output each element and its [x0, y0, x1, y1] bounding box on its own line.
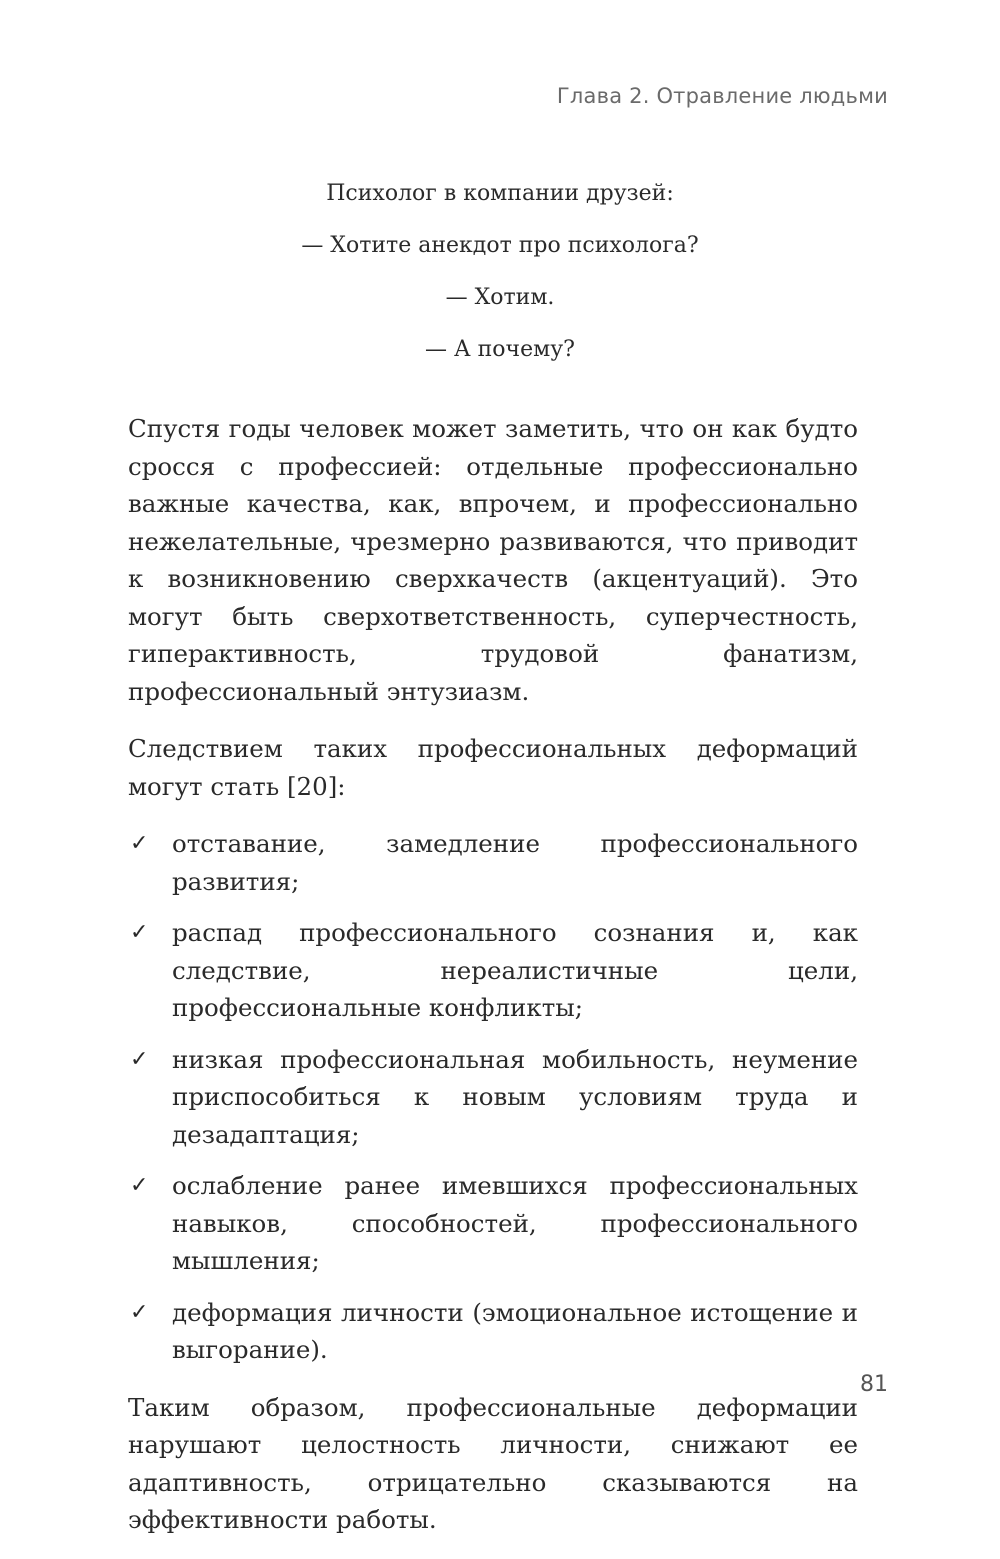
checkmark-icon: ✓ — [130, 831, 149, 856]
list-item-text: ослабление ранее имевшихся профессиональных навыков, способностей, профессионального мышления; — [172, 1171, 858, 1275]
checkmark-icon: ✓ — [130, 1173, 149, 1198]
running-header-chapter-title: Глава 2. Отравление людьми — [556, 84, 888, 108]
list-item — [128, 1167, 858, 1280]
list-item — [128, 825, 858, 900]
main-text — [128, 410, 858, 1559]
page-number: 81 — [860, 1372, 888, 1397]
joke-line: — Хотим. — [445, 285, 555, 310]
paragraph-consequences-intro: Следствием таких профессиональных деформаций могут стать [20]: — [128, 734, 858, 801]
list-item-text: отставание, замедление профессионального развития; — [172, 829, 858, 896]
checkmark-icon: ✓ — [130, 1299, 149, 1325]
consequences-checklist — [128, 825, 858, 1369]
list-item — [128, 1294, 858, 1369]
joke-line: — Хотите анекдот про психолога? — [301, 233, 699, 258]
epigraph-joke — [0, 168, 1000, 376]
joke-line: — А почему? — [425, 337, 575, 362]
joke-line: Психолог в компании друзей: — [326, 181, 674, 206]
checkmark-icon: ✓ — [130, 920, 149, 945]
checkmark-icon: ✓ — [130, 1046, 149, 1072]
paragraph-professional-fusion: Спустя годы человек может заметить, что он как будто сросся с профессией: отдельные профессионально важные качества, как, впрочем, и профессионально нежелательные, чрезмерно развиваются, что приводит к возникновению сверхкачеств (акцентуаций). Это могут быть сверхответственность, суперчестность, гиперактивность, трудовой фанатизм, профессиональный энтузиазм. — [128, 414, 858, 706]
list-item-text: низкая профессиональная мобильность, неумение приспособиться к новым условиям труда и дезадаптация; — [172, 1044, 858, 1149]
paragraph-conclusion: Таким образом, профессиональные деформации нарушают целостность личности, снижают ее адаптивность, отрицательно сказываются на эффективности работы. — [128, 1392, 858, 1534]
list-item — [128, 914, 858, 1027]
list-item — [128, 1041, 858, 1154]
list-item-text: распад профессионального сознания и, как следствие, нереалистичные цели, профессиональные конфликты; — [172, 918, 858, 1022]
list-item-text: деформация личности (эмоциональное истощение и выгорание). — [172, 1297, 858, 1364]
